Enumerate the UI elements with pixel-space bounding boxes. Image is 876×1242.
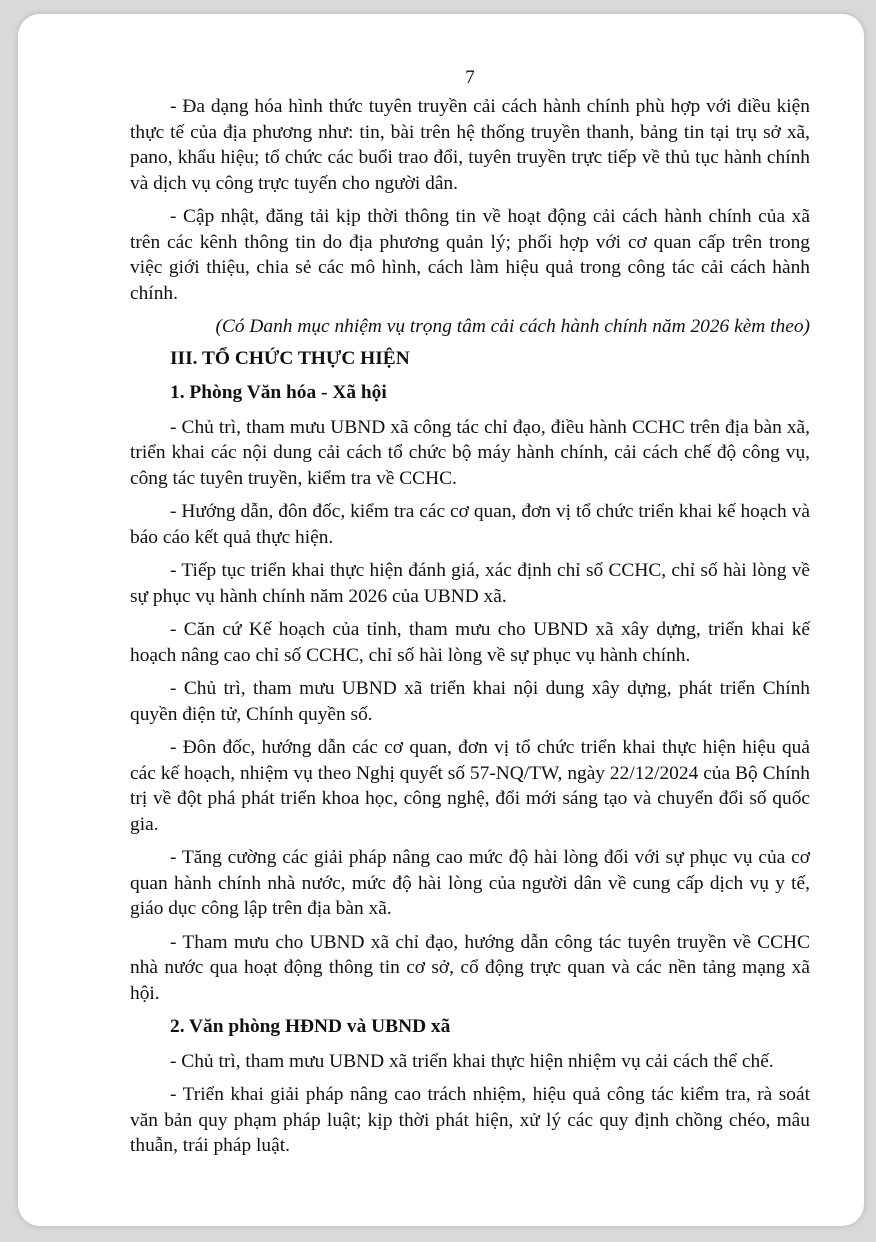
list-item: - Tham mưu cho UBND xã chỉ đạo, hướng dẫn công tác tuyên truyền về CCHC nhà nước qua hoạt động thông tin cơ sở, cổ động trực quan và các nền tảng mạng xã hội.	[130, 931, 810, 1004]
paragraph: - Đa dạng hóa hình thức tuyên truyền cải cách hành chính phù hợp với điều kiện thực tế của địa phương như: tin, bài trên hệ thống truyền thanh, bảng tin tại trụ sở xã, pano, khẩu hiệu; tổ chức các buổi trao đổi, tuyên truyền trực tiếp về thủ tục hành chính và dịch vụ công trực tuyến cho người dân.	[130, 96, 810, 194]
subsection-heading: 1. Phòng Văn hóa - Xã hội	[170, 382, 387, 403]
page-number: 7	[465, 67, 475, 88]
document-content	[130, 66, 810, 1167]
list-item: - Tiếp tục triển khai thực hiện đánh giá, xác định chỉ số CCHC, chỉ số hài lòng về sự phục vụ hành chính năm 2026 của UBND xã.	[130, 560, 810, 607]
list-item: - Hướng dẫn, đôn đốc, kiểm tra các cơ quan, đơn vị tổ chức triển khai kế hoạch và báo cáo kết quả thực hiện.	[130, 501, 810, 548]
list-item: - Căn cứ Kế hoạch của tỉnh, tham mưu cho UBND xã xây dựng, triển khai kế hoạch nâng cao chỉ số CCHC, chỉ số hài lòng về sự phục vụ hành chính.	[130, 619, 810, 666]
list-item: - Chủ trì, tham mưu UBND xã triển khai thực hiện nhiệm vụ cải cách thể chế.	[170, 1050, 774, 1072]
subsection-heading: 2. Văn phòng HĐND và UBND xã	[170, 1016, 451, 1037]
list-item: - Đôn đốc, hướng dẫn các cơ quan, đơn vị tổ chức triển khai thực hiện hiệu quả các kế hoạch, nhiệm vụ theo Nghị quyết số 57-NQ/TW, ngày 22/12/2024 của Bộ Chính trị về đột phá phát triển khoa học, công nghệ, đổi mới sáng tạo và chuyển đổi số quốc gia.	[130, 737, 810, 835]
document-page	[18, 14, 864, 1226]
paragraph: - Cập nhật, đăng tải kịp thời thông tin về hoạt động cải cách hành chính của xã trên các kênh thông tin do địa phương quản lý; phối hợp với cơ quan cấp trên trong việc giới thiệu, chia sẻ các mô hình, cách làm hiệu quả trong công tác cải cách hành chính.	[130, 206, 810, 304]
list-item: - Chủ trì, tham mưu UBND xã công tác chỉ đạo, điều hành CCHC trên địa bàn xã, triển khai các nội dung cải cách tổ chức bộ máy hành chính, cải cách chế độ công vụ, công tác tuyên truyền, kiểm tra về CCHC.	[130, 416, 810, 489]
list-item: - Triển khai giải pháp nâng cao trách nhiệm, hiệu quả công tác kiểm tra, rà soát văn bản quy phạm pháp luật; kịp thời phát hiện, xử lý các quy định chồng chéo, mâu thuẫn, trái pháp luật.	[130, 1084, 810, 1156]
list-item: - Chủ trì, tham mưu UBND xã triển khai nội dung xây dựng, phát triển Chính quyền điện tử, Chính quyền số.	[130, 678, 810, 725]
appendix-note: (Có Danh mục nhiệm vụ trọng tâm cải cách hành chính năm 2026 kèm theo)	[215, 316, 810, 337]
section-heading: III. TỔ CHỨC THỰC HIỆN	[170, 347, 410, 369]
list-item: - Tăng cường các giải pháp nâng cao mức độ hài lòng đối với sự phục vụ của cơ quan hành chính nhà nước, mức độ hài lòng của người dân về cung cấp dịch vụ y tế, giáo dục công lập trên địa bàn xã.	[130, 847, 810, 919]
